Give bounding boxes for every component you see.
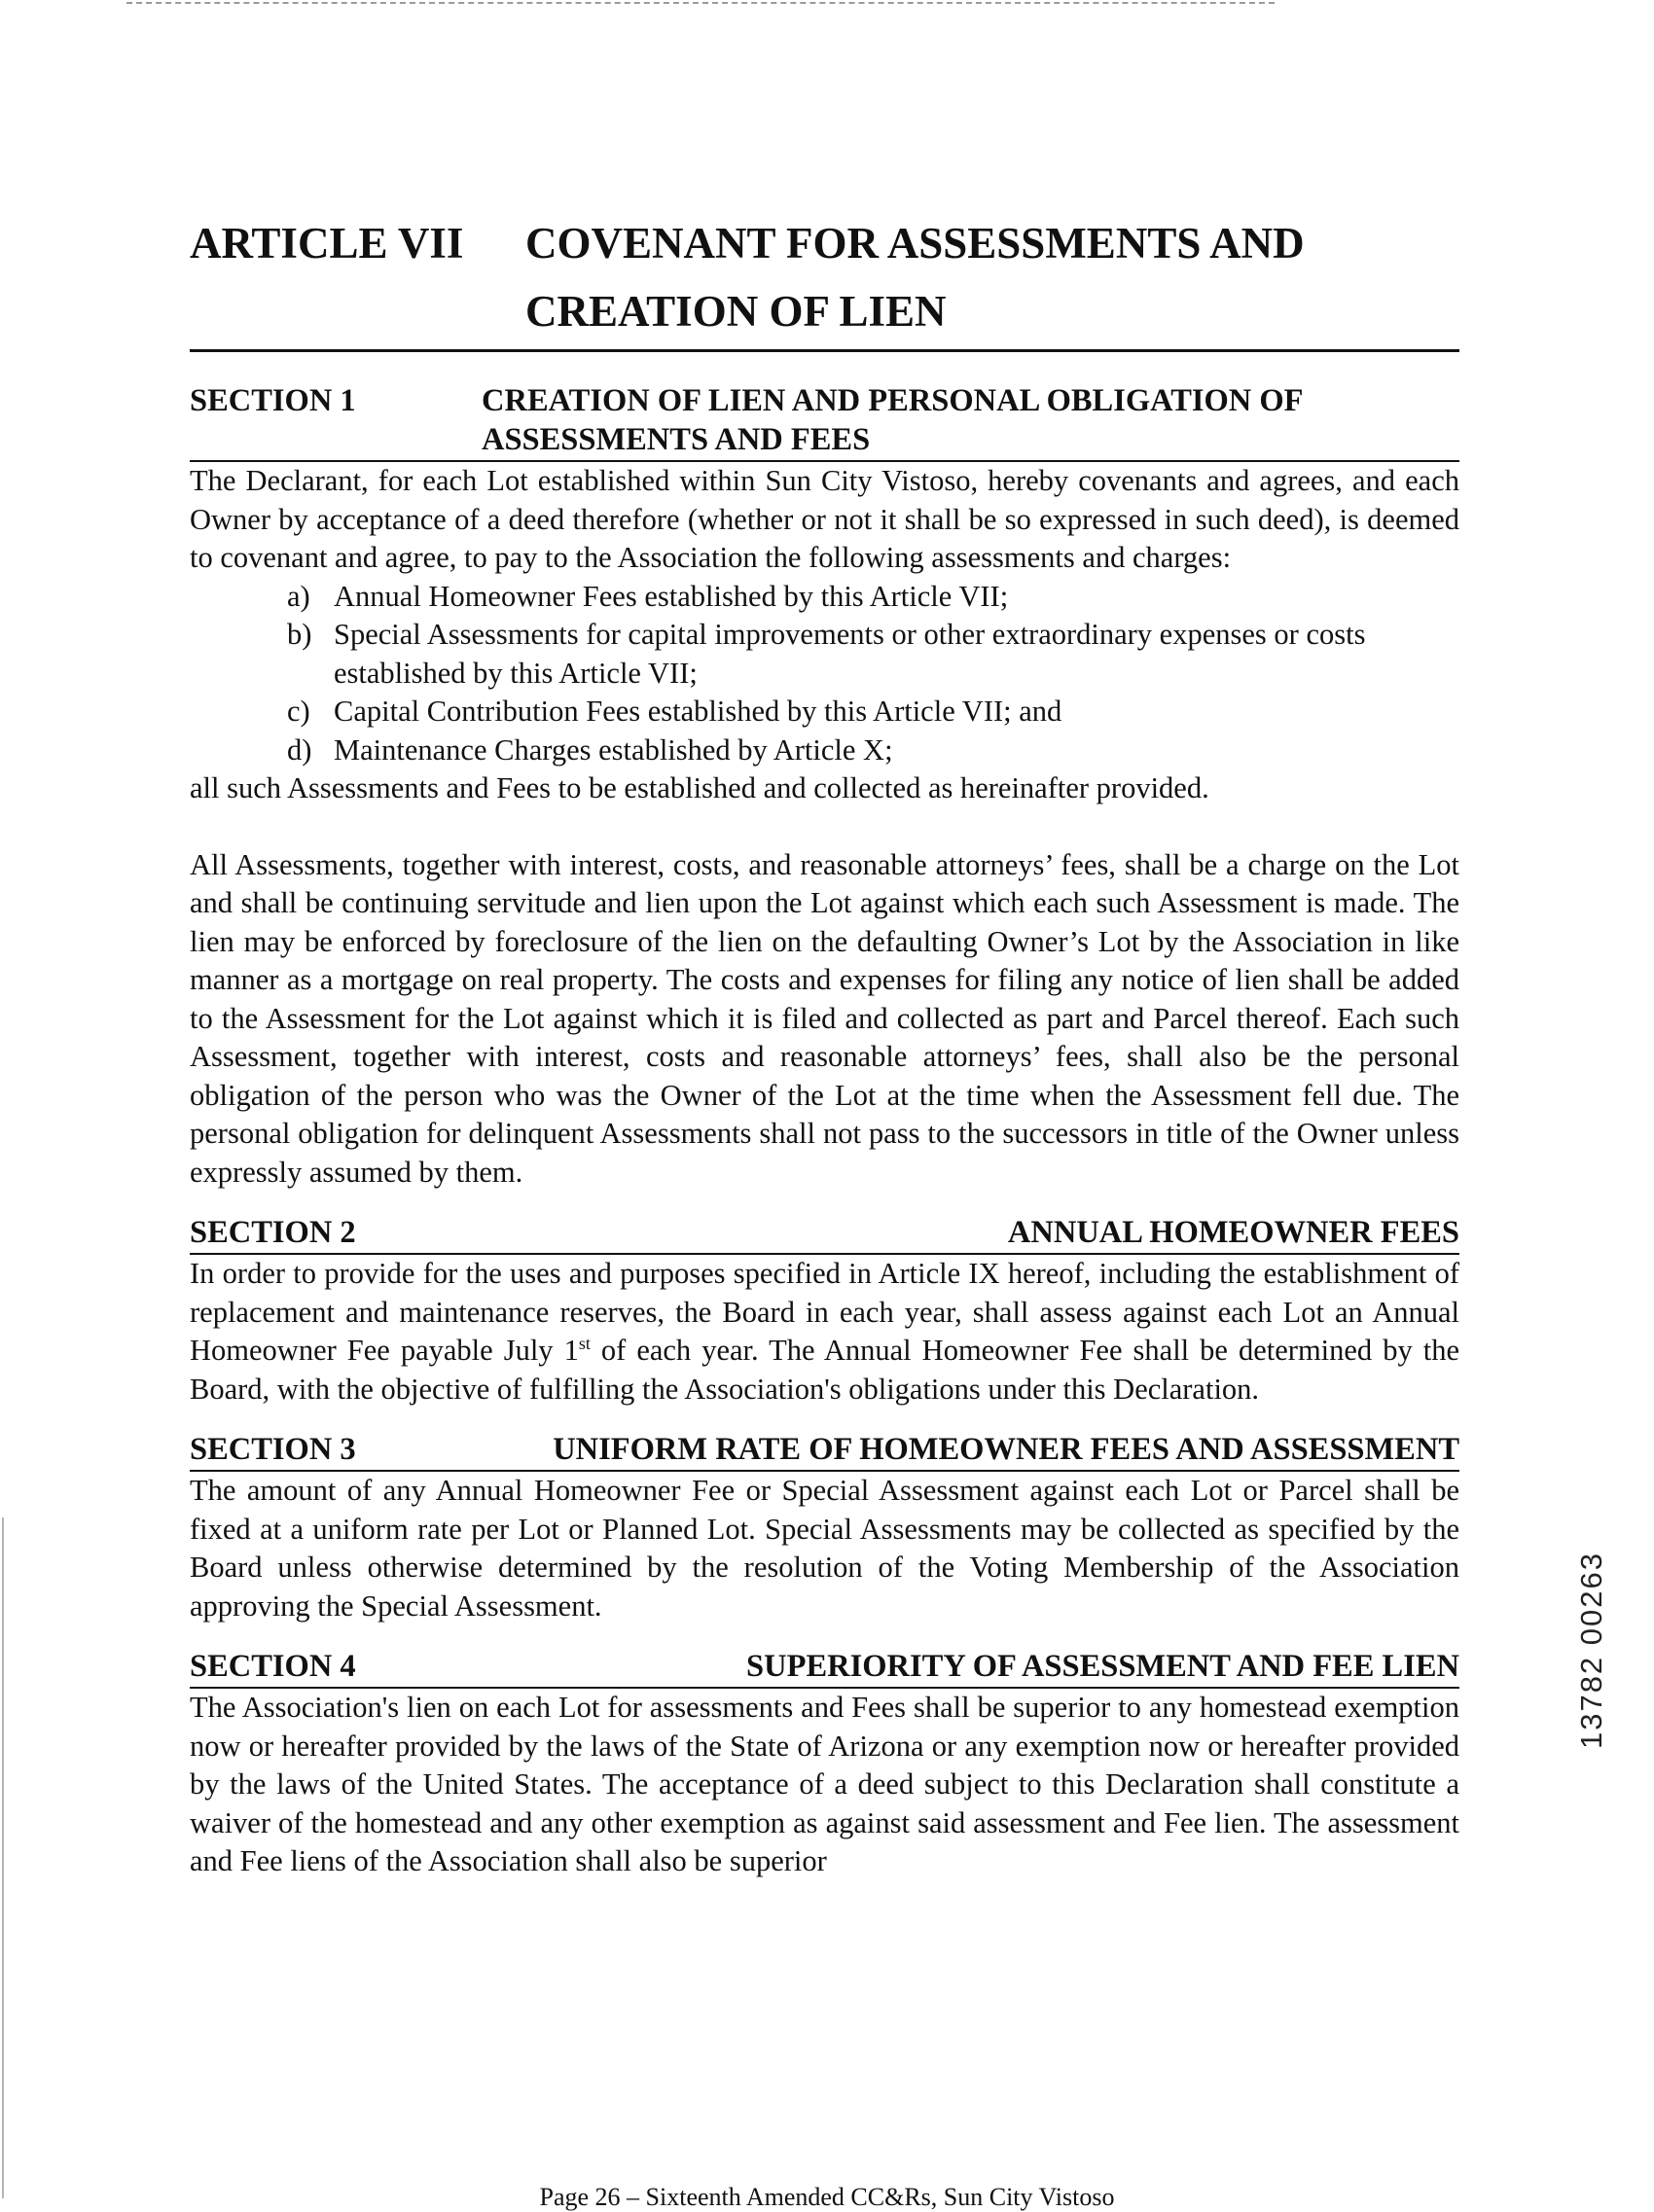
section-1-title (482, 381, 1459, 459)
section-3-number: SECTION 3 (190, 1432, 356, 1467)
list-item-marker: b) (287, 618, 312, 651)
recording-number-stamp: 13782 00263 (1574, 1552, 1608, 1750)
list-item-marker: a) (287, 579, 310, 613)
ordinal-suffix: st (578, 1333, 591, 1353)
list-item (287, 731, 1459, 770)
list-item-text: Annual Homeowner Fees established by this Article VII; (334, 579, 1009, 613)
article-title (525, 209, 1459, 345)
section-1-title-line-2: ASSESSMENTS AND FEES (482, 422, 871, 457)
list-item-text: Special Assessments for capital improvements or other extraordinary expenses or costs established by this Article VII; (334, 618, 1366, 690)
article-title-line-1: COVENANT FOR ASSESSMENTS AND (525, 219, 1305, 268)
section-3-title: UNIFORM RATE OF HOMEOWNER FEES AND ASSESSMENT (553, 1432, 1459, 1467)
article-number: ARTICLE VII (190, 219, 464, 268)
section-1-after-list: all such Assessments and Fees to be established and collected as hereinafter provided. (190, 771, 1209, 804)
article-title-line-2: CREATION OF LIEN (525, 287, 947, 336)
section-2-heading (190, 1213, 1459, 1255)
section-4-number: SECTION 4 (190, 1649, 356, 1684)
article-heading (190, 209, 1459, 352)
assessment-list (190, 578, 1459, 770)
section-2-body-part-2: of each year. The Annual Homeowner Fee shall be determined by the Board, with the objective of fulfilling the Association's obligations under this Declaration. (190, 1334, 1459, 1406)
section-1-title-line-1: CREATION OF LIEN AND PERSONAL OBLIGATION OF (482, 383, 1304, 418)
list-item-marker: d) (287, 732, 312, 767)
document-page (190, 209, 1459, 1881)
scan-artifact-left-line (2, 1517, 4, 2198)
section-2-body (190, 1255, 1459, 1409)
page-footer: Page 26 – Sixteenth Amended CC&Rs, Sun City Vistoso (539, 2183, 1115, 2211)
section-3-heading (190, 1430, 1459, 1472)
section-1-heading (190, 381, 1459, 462)
section-2-title: ANNUAL HOMEOWNER FEES (1007, 1215, 1459, 1250)
section-2-number: SECTION 2 (190, 1215, 356, 1250)
list-item-text: Maintenance Charges established by Article X; (334, 732, 893, 767)
section-3-body: The amount of any Annual Homeowner Fee or Special Assessment against each Lot or Parcel shall be fixed at a uniform rate per Lot or Planned Lot. Special Assessments may be collected as specified by the Board unless otherwise determined by the resolution of the Voting Membership of the Association approving the Special Assessment. (190, 1474, 1459, 1623)
section-1-intro: The Declarant, for each Lot established within Sun City Vistoso, hereby covenants and agrees, and each Owner by acceptance of a deed therefore (whether or not it shall be so expressed in such deed), is deemed to covenant and agree, to pay to the Association the following assessments and charges: (190, 464, 1459, 574)
scan-artifact-top-line (126, 2, 1275, 4)
section-4-title: SUPERIORITY OF ASSESSMENT AND FEE LIEN (746, 1649, 1459, 1684)
list-item (287, 616, 1459, 693)
list-item (287, 693, 1459, 731)
section-2-body-part-1: In order to provide for the uses and purposes specified in Article IX hereof, including the establishment of replacement and maintenance reserves, the Board in each year, shall assess against each Lot an Annual Homeowner Fee payable July 1 (190, 1257, 1459, 1367)
section-4-body: The Association's lien on each Lot for assessments and Fees shall be superior to any homestead exemption now or hereafter provided by the laws of the State of Arizona or any exemption now or hereafter provided by the laws of the United States. The acceptance of a deed subject to this Declaration shall constitute a waiver of the homestead and any other exemption as against said assessment and Fee lien. The assessment and Fee liens of the Association shall also be superior (190, 1691, 1459, 1877)
list-item-marker: c) (287, 695, 310, 728)
section-1-paragraph-2: All Assessments, together with interest, costs, and reasonable attorneys’ fees, shall be a charge on the Lot and shall be continuing servitude and lien upon the Lot against which each such Assessment is made. The lien may be enforced by foreclosure of the lien on the defaulting Owner’s Lot by the Association in like manner as a mortgage on real property. The costs and expenses for filing any notice of lien shall be added to the Assessment for the Lot against which it is filed and collected as part and Parcel thereof. Each such Assessment, together with interest, costs and reasonable attorneys’ fees, shall also be the personal obligation of the person who was the Owner of the Lot at the time when the Assessment fell due. The personal obligation for delinquent Assessments shall not pass to the successors in title of the Owner unless expressly assumed by them. (190, 847, 1459, 1189)
section-4-heading (190, 1647, 1459, 1689)
list-item-text: Capital Contribution Fees established by this Article VII; and (334, 695, 1062, 728)
section-1-number: SECTION 1 (190, 383, 356, 418)
list-item (287, 578, 1459, 617)
